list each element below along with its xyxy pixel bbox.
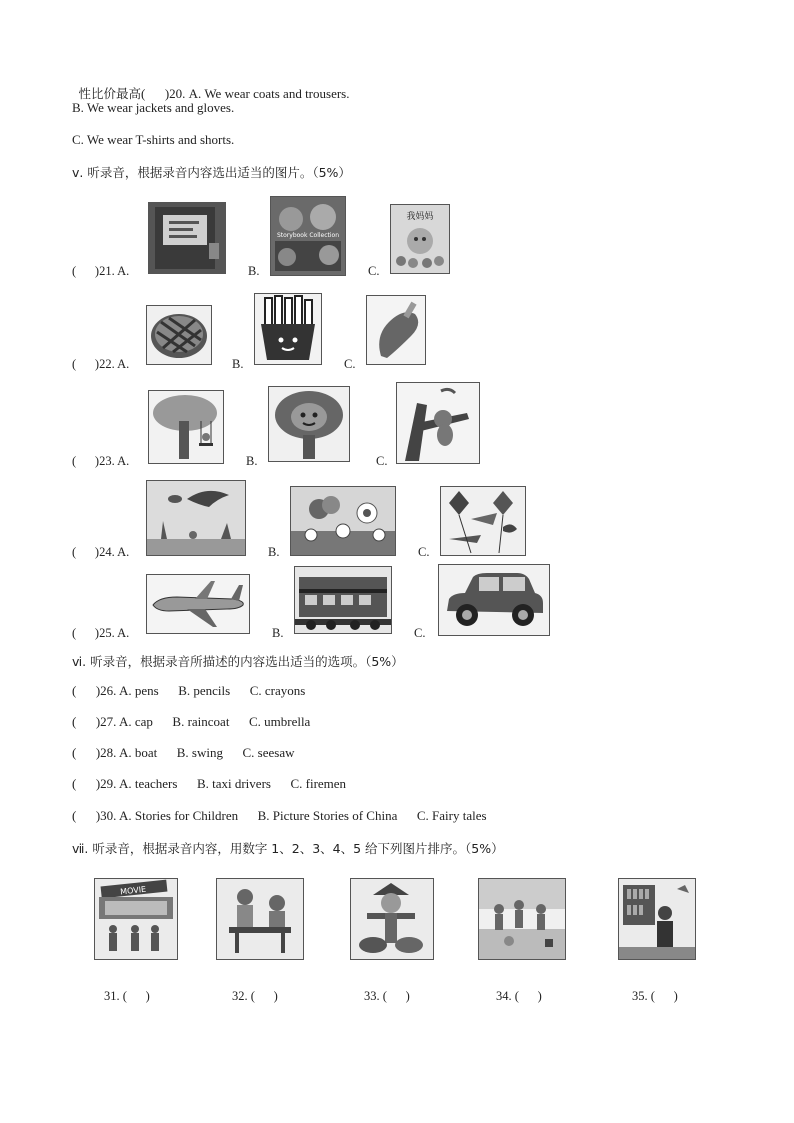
q24-number: ( )24. A.: [72, 545, 130, 559]
question-26: [72, 683, 305, 699]
q34-label: 34. ( ): [496, 989, 542, 1003]
question-27: [72, 714, 310, 730]
q23-option-b: B.: [246, 454, 258, 468]
storybook-title: Storybook Collection: [276, 232, 340, 239]
section5-title: ⅴ. 听录音，根据录音内容选出适当的图片。（5%）: [72, 165, 351, 180]
question-29: [72, 776, 346, 792]
my-mother-title: 我妈妈: [406, 212, 434, 222]
train-icon: [294, 566, 392, 634]
q32-label: 32. ( ): [232, 989, 278, 1003]
question-21: [72, 200, 772, 290]
beach-family-icon: [478, 878, 566, 960]
movie-sign-text: MOVIE: [119, 884, 147, 897]
book-icon: [148, 202, 226, 274]
q23-option-c: C.: [376, 454, 388, 468]
question-30: [72, 808, 487, 824]
kites-icon: [440, 486, 526, 556]
q35-label: 35. ( ): [632, 989, 678, 1003]
q21-number: ( )21. A.: [72, 264, 130, 278]
section7-title: ⅶ. 听录音，根据录音内容，用数字 1、2、3、4、5 给下列图片排序。（5%）: [72, 841, 504, 856]
monkey-tree-icon: [396, 382, 480, 464]
section6-title: ⅵ. 听录音，根据录音所描述的内容选出适当的选项。（5%）: [72, 654, 404, 669]
q30-option-a: A. Stories for Children: [118, 808, 239, 823]
q28-number: ( )28.: [72, 745, 117, 760]
pie-icon: [146, 305, 212, 365]
q20-prefix: 性比价最高: [78, 86, 142, 101]
reading-children-icon: [216, 878, 304, 960]
french-fries-icon: [254, 293, 322, 365]
q23-number: ( )23. A.: [72, 454, 130, 468]
q20-stem: [72, 68, 349, 102]
q21-option-c: C.: [368, 264, 380, 278]
q29-option-c: C. firemen: [290, 776, 347, 791]
q22-option-c: C.: [344, 357, 356, 371]
q29-option-a: A. teachers: [118, 776, 178, 791]
q30-option-b: B. Picture Stories of China: [257, 808, 398, 823]
scarecrow-icon: [350, 878, 434, 960]
library-girl-icon: [618, 878, 696, 960]
q27-option-c: C. umbrella: [248, 714, 311, 729]
q31-label: 31. ( ): [104, 989, 150, 1003]
q20-option-a: ( )20. A. We wear coats and trousers.: [141, 86, 350, 101]
q29-option-b: B. taxi drivers: [196, 776, 271, 791]
my-mother-book-icon: [390, 204, 450, 274]
tree-face-icon: [268, 386, 350, 462]
q26-number: ( )26.: [72, 683, 117, 698]
q20-option-b: B. We wear jackets and gloves.: [72, 100, 235, 115]
q27-number: ( )27.: [72, 714, 117, 729]
question-23: [72, 384, 772, 474]
butterfly-flowers-icon: [290, 486, 396, 556]
q27-option-b: B. raincoat: [172, 714, 230, 729]
q30-number: ( )30.: [72, 808, 117, 823]
question-22: [72, 295, 772, 385]
dolphin-sea-icon: [146, 480, 246, 556]
q22-number: ( )22. A.: [72, 357, 130, 371]
q28-option-b: B. swing: [176, 745, 223, 760]
q30-option-c: C. Fairy tales: [416, 808, 487, 823]
question-24: [72, 476, 772, 566]
storybook-collection-icon: [270, 196, 346, 276]
q26-option-a: A. pens: [118, 683, 159, 698]
q29-number: ( )29.: [72, 776, 117, 791]
q28-option-a: A. boat: [118, 745, 158, 760]
q27-option-a: A. cap: [118, 714, 153, 729]
q24-option-b: B.: [268, 545, 280, 559]
q26-option-c: C. crayons: [249, 683, 306, 698]
tree-swing-icon: [148, 390, 224, 464]
q25-number: ( )25. A.: [72, 626, 130, 640]
q25-option-c: C.: [414, 626, 426, 640]
chicken-leg-icon: [366, 295, 426, 365]
q24-option-c: C.: [418, 545, 430, 559]
question-28: [72, 745, 294, 761]
plane-icon: [146, 574, 250, 634]
q25-option-b: B.: [272, 626, 284, 640]
car-icon: [438, 564, 550, 636]
question-25: [72, 566, 772, 656]
q22-option-b: B.: [232, 357, 244, 371]
q21-option-b: B.: [248, 264, 260, 278]
q20-option-c: C. We wear T-shirts and shorts.: [72, 132, 235, 147]
q28-option-c: C. seesaw: [242, 745, 295, 760]
q33-label: 33. ( ): [364, 989, 410, 1003]
q26-option-b: B. pencils: [178, 683, 231, 698]
cinema-icon: [94, 878, 178, 960]
